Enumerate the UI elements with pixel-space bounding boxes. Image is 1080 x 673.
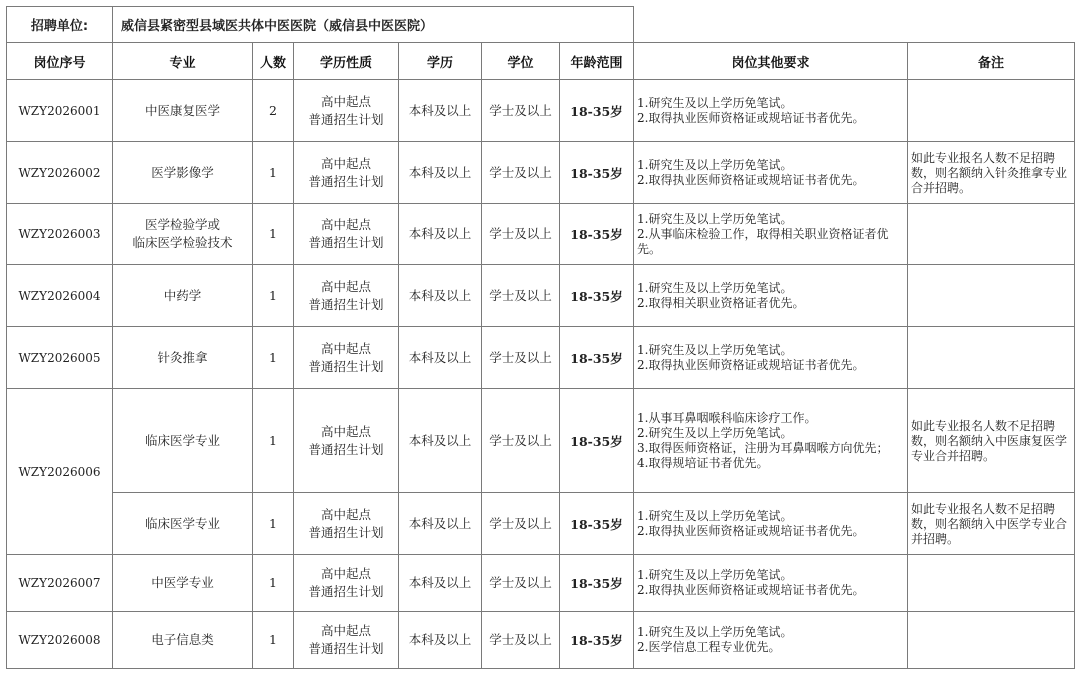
requirements-cell [634,142,908,204]
major-line: 临床医学专业 [144,432,220,448]
education-cell: 本科及以上 [399,204,482,265]
column-header-row [7,43,1075,80]
requirement-line: 3.取得医师资格证，注册为耳鼻咽喉方向优先； [637,440,889,455]
nature-line: 普通招生计划 [308,173,384,189]
age-range-cell: 18-35岁 [560,389,634,493]
unit-value: 威信县紧密型县域医共体中医医院（威信县中医医院） [113,7,634,43]
requirement-line: 2.取得相关职业资格证者优先。 [637,295,805,310]
nature-line: 普通招生计划 [308,584,384,599]
col-header-nature: 学历性质 [294,43,399,80]
degree-cell: 学士及以上 [482,555,560,612]
note-cell [908,265,1075,327]
requirements-cell [634,493,908,555]
nature-cell [294,80,399,142]
col-header-age: 年龄范围 [560,43,634,80]
education-cell: 本科及以上 [399,327,482,389]
major-line: 中医康复医学 [144,102,220,118]
age-range-cell: 18-35岁 [560,493,634,555]
degree-cell: 学士及以上 [482,80,560,142]
education-cell: 本科及以上 [399,265,482,327]
major-line: 医学影像学 [151,164,214,180]
age-range-cell: 18-35岁 [560,142,634,204]
requirement-line: 1.研究生及以上学历免笔试。 [637,568,793,582]
requirement-line: 1.研究生及以上学历免笔试。 [637,625,793,639]
major-cell [113,555,253,612]
requirement-line: 1.研究生及以上学历免笔试。 [637,211,793,226]
requirement-line: 2.取得执业医师资格证或规培证书者优先。 [637,357,865,372]
requirement-line: 1.研究生及以上学历免笔试。 [637,280,793,295]
requirement-line: 2.从事临床检验工作，取得相关职业资格证者优先。 [637,226,889,256]
age-range-cell: 18-35岁 [560,80,634,142]
degree-cell: 学士及以上 [482,327,560,389]
degree-cell: 学士及以上 [482,142,560,204]
degree-cell: 学士及以上 [482,389,560,493]
requirement-line: 2.研究生及以上学历免笔试。 [637,425,793,440]
col-header-requirements: 岗位其他要求 [634,43,908,80]
table-row [7,80,1075,142]
table-row [7,142,1075,204]
major-cell [113,389,253,493]
requirement-line: 1.研究生及以上学历免笔试。 [637,508,793,523]
nature-line: 普通招生计划 [308,235,384,250]
major-line: 临床医学专业 [144,515,220,531]
count-cell: 1 [253,327,294,389]
nature-line: 普通招生计划 [308,111,384,127]
nature-cell [294,204,399,265]
requirement-line: 2.取得执业医师资格证或规培证书者优先。 [637,172,865,187]
position-code: WZY2026003 [7,204,113,265]
education-cell: 本科及以上 [399,142,482,204]
age-range-cell: 18-35岁 [560,204,634,265]
education-cell: 本科及以上 [399,612,482,669]
major-cell [113,265,253,327]
recruitment-table [6,6,1075,669]
position-code: WZY2026004 [7,265,113,327]
count-cell: 1 [253,555,294,612]
major-cell [113,327,253,389]
major-cell [113,204,253,265]
position-code: WZY2026008 [7,612,113,669]
col-header-code: 岗位序号 [7,43,113,80]
requirement-line: 1.研究生及以上学历免笔试。 [637,95,793,110]
nature-cell [294,389,399,493]
count-cell: 1 [253,389,294,493]
count-cell: 1 [253,142,294,204]
education-cell: 本科及以上 [399,493,482,555]
nature-line: 高中起点 [320,506,371,522]
requirement-line: 4.取得规培证书者优先。 [637,455,769,470]
age-range-cell: 18-35岁 [560,265,634,327]
col-header-notes: 备注 [908,43,1075,80]
note-cell [908,612,1075,669]
nature-line: 高中起点 [320,278,371,294]
education-cell: 本科及以上 [399,555,482,612]
nature-line: 高中起点 [320,93,371,109]
requirements-cell [634,204,908,265]
requirements-cell [634,80,908,142]
requirement-line: 2.取得执业医师资格证或规培证书者优先。 [637,523,865,538]
age-range-cell: 18-35岁 [560,555,634,612]
nature-line: 高中起点 [320,155,371,171]
nature-line: 高中起点 [320,423,371,439]
note-cell: 如此专业报名人数不足招聘数，则名额纳入中医康复医学专业合并招聘。 [908,389,1075,493]
note-cell [908,80,1075,142]
nature-cell [294,555,399,612]
note-cell [908,555,1075,612]
nature-line: 高中起点 [320,566,371,581]
degree-cell: 学士及以上 [482,493,560,555]
unit-blank [634,7,1075,43]
count-cell: 1 [253,265,294,327]
note-cell: 如此专业报名人数不足招聘数，则名额纳入中医学专业合并招聘。 [908,493,1075,555]
nature-cell [294,265,399,327]
position-code: WZY2026005 [7,327,113,389]
nature-cell [294,612,399,669]
col-header-count: 人数 [253,43,294,80]
requirement-line: 2.取得执业医师资格证或规培证书者优先。 [637,583,865,597]
major-line: 临床医学检验技术 [132,235,233,250]
degree-cell: 学士及以上 [482,204,560,265]
table-row [7,327,1075,389]
requirements-cell [634,327,908,389]
nature-line: 高中起点 [320,217,371,232]
col-header-education: 学历 [399,43,482,80]
unit-row [7,7,1075,43]
requirement-line: 1.从事耳鼻咽喉科临床诊疗工作。 [637,410,817,425]
nature-line: 普通招生计划 [308,641,384,656]
table-row [7,612,1075,669]
unit-label: 招聘单位: [7,7,113,43]
major-line: 针灸推拿 [157,349,208,365]
nature-line: 高中起点 [320,340,371,356]
nature-line: 普通招生计划 [308,358,384,374]
education-cell: 本科及以上 [399,389,482,493]
major-cell [113,612,253,669]
education-cell: 本科及以上 [399,80,482,142]
requirement-line: 1.研究生及以上学历免笔试。 [637,157,793,172]
major-line: 医学检验学或 [144,217,220,232]
note-cell [908,327,1075,389]
col-header-degree: 学位 [482,43,560,80]
requirement-line: 2.取得执业医师资格证或规培证书者优先。 [637,110,865,125]
major-cell [113,80,253,142]
position-code: WZY2026006 [7,389,113,555]
major-line: 中医学专业 [151,575,214,590]
count-cell: 1 [253,612,294,669]
major-line: 电子信息类 [151,632,214,647]
table-row [7,389,1075,493]
degree-cell: 学士及以上 [482,612,560,669]
major-cell [113,493,253,555]
count-cell: 1 [253,204,294,265]
age-range-cell: 18-35岁 [560,327,634,389]
table-row [7,204,1075,265]
requirements-cell [634,555,908,612]
note-cell: 如此专业报名人数不足招聘数，则名额纳入针灸推拿专业合并招聘。 [908,142,1075,204]
requirements-cell [634,389,908,493]
nature-cell [294,327,399,389]
requirement-line: 1.研究生及以上学历免笔试。 [637,342,793,357]
requirements-cell [634,265,908,327]
major-cell [113,142,253,204]
position-code: WZY2026001 [7,80,113,142]
age-range-cell: 18-35岁 [560,612,634,669]
major-line: 中药学 [163,287,202,303]
nature-line: 普通招生计划 [308,441,384,457]
requirement-line: 2.医学信息工程专业优先。 [637,640,781,654]
count-cell: 2 [253,80,294,142]
position-code: WZY2026002 [7,142,113,204]
nature-line: 普通招生计划 [308,524,384,540]
note-cell [908,204,1075,265]
position-code: WZY2026007 [7,555,113,612]
table-row [7,493,1075,555]
count-cell: 1 [253,493,294,555]
table-row [7,555,1075,612]
nature-line: 普通招生计划 [308,296,384,312]
requirements-cell [634,612,908,669]
nature-cell [294,142,399,204]
col-header-major: 专业 [113,43,253,80]
nature-line: 高中起点 [320,623,371,638]
degree-cell: 学士及以上 [482,265,560,327]
nature-cell [294,493,399,555]
table-row [7,265,1075,327]
